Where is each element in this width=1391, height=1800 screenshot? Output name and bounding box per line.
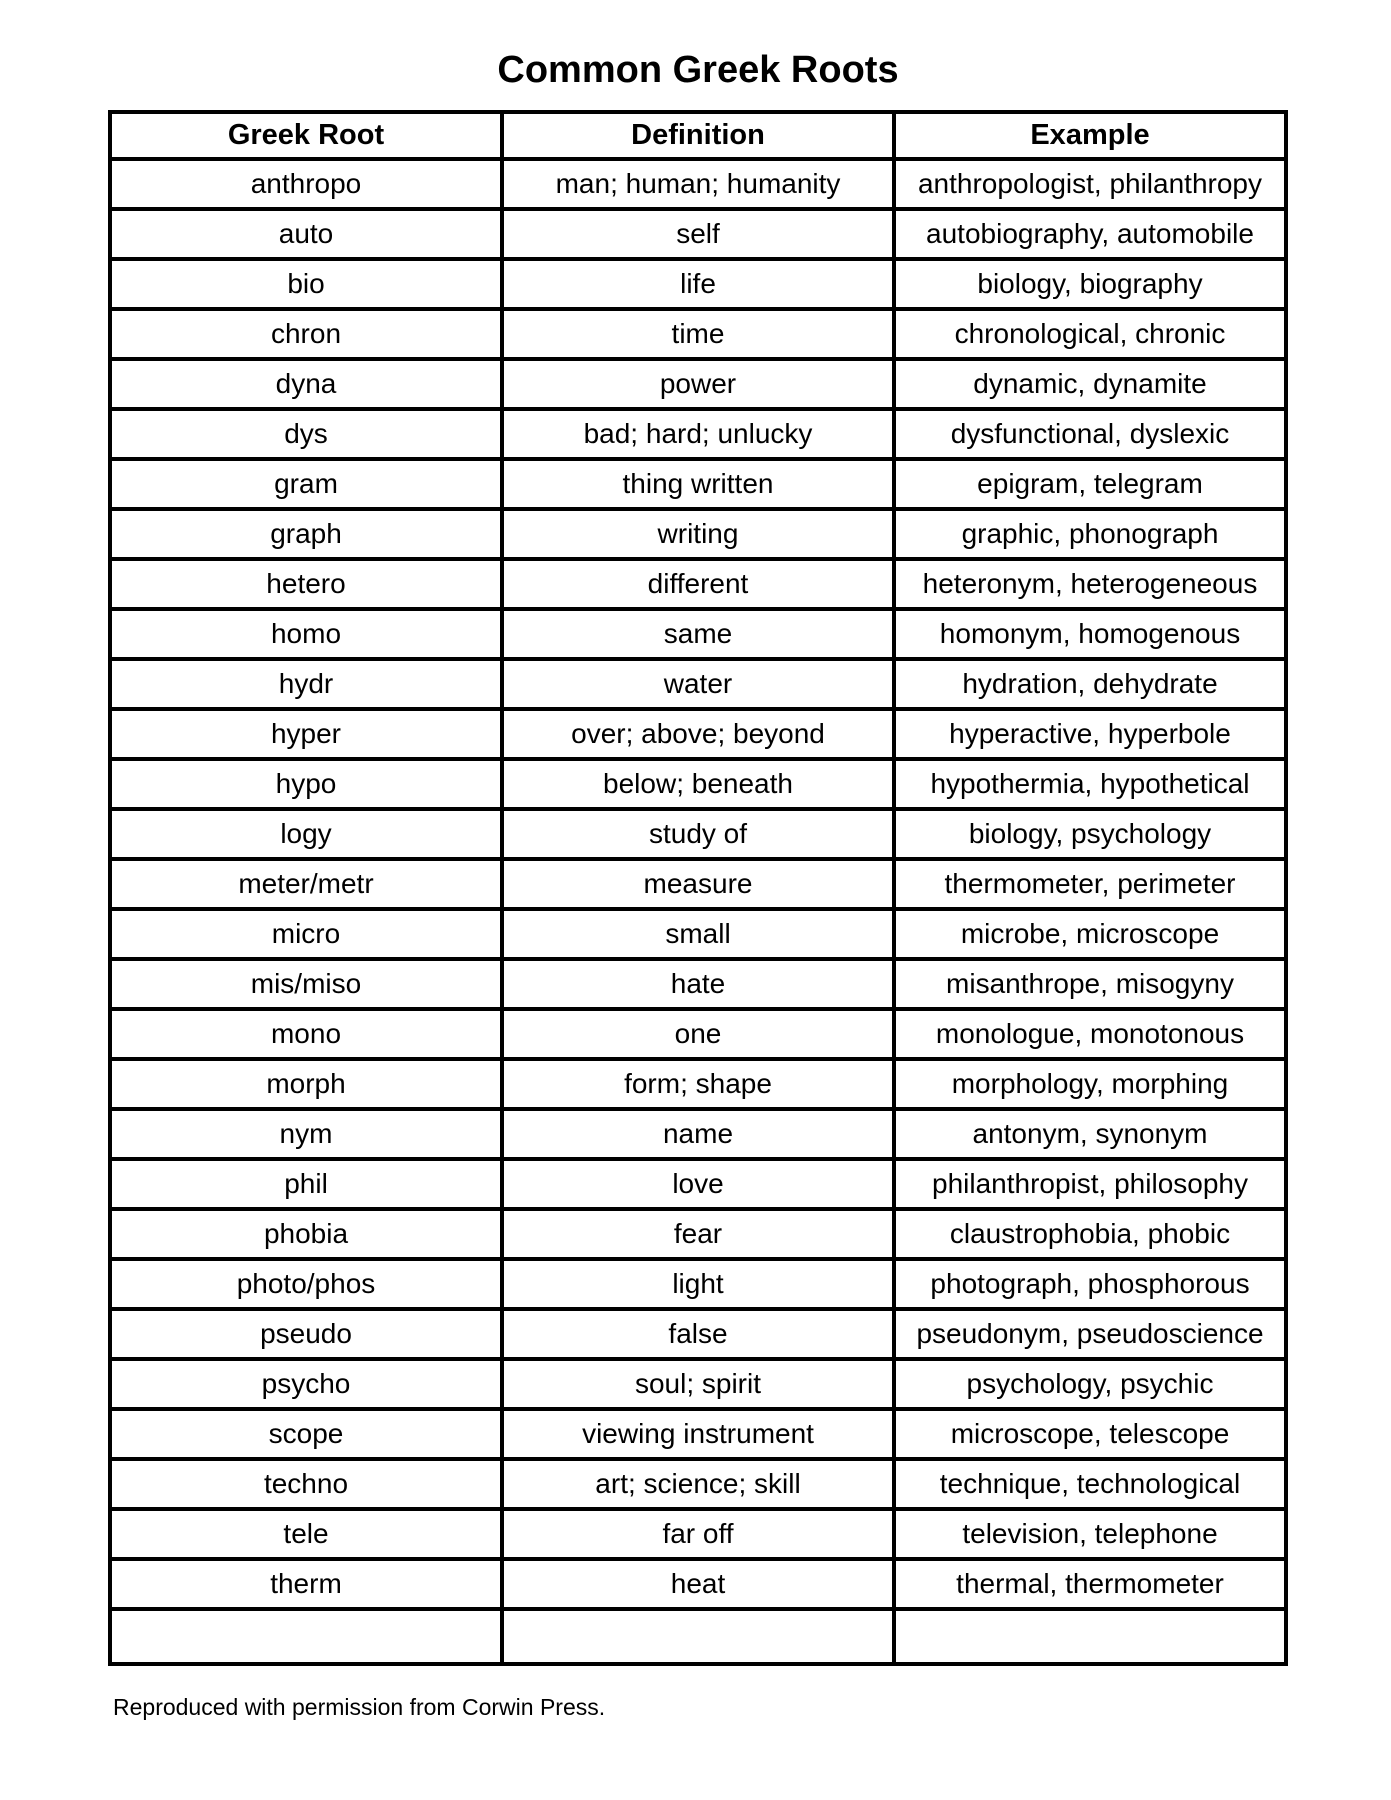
root-cell: phil xyxy=(110,1159,502,1209)
definition-cell: water xyxy=(502,659,894,709)
root-cell: bio xyxy=(110,259,502,309)
table-row xyxy=(110,459,1286,509)
root-cell: auto xyxy=(110,209,502,259)
definition-cell: over; above; beyond xyxy=(502,709,894,759)
example-cell: philanthropist, philosophy xyxy=(894,1159,1286,1209)
example-cell: chronological, chronic xyxy=(894,309,1286,359)
table-row xyxy=(110,1109,1286,1159)
example-cell: misanthrope, misogyny xyxy=(894,959,1286,1009)
definition-cell: one xyxy=(502,1009,894,1059)
table-row xyxy=(110,1359,1286,1409)
root-cell: logy xyxy=(110,809,502,859)
example-cell: hyperactive, hyperbole xyxy=(894,709,1286,759)
definition-cell: time xyxy=(502,309,894,359)
definition-cell: heat xyxy=(502,1559,894,1609)
example-cell: hydration, dehydrate xyxy=(894,659,1286,709)
root-cell: hyper xyxy=(110,709,502,759)
root-cell: chron xyxy=(110,309,502,359)
definition-cell: small xyxy=(502,909,894,959)
definition-cell: false xyxy=(502,1309,894,1359)
example-cell: epigram, telegram xyxy=(894,459,1286,509)
root-cell: techno xyxy=(110,1459,502,1509)
definition-cell: far off xyxy=(502,1509,894,1559)
root-cell: anthropo xyxy=(110,159,502,209)
example-cell: photograph, phosphorous xyxy=(894,1259,1286,1309)
example-cell: thermometer, perimeter xyxy=(894,859,1286,909)
definition-cell: power xyxy=(502,359,894,409)
empty-row xyxy=(110,1609,1286,1664)
table-row xyxy=(110,909,1286,959)
table-row xyxy=(110,759,1286,809)
root-cell: mono xyxy=(110,1009,502,1059)
table-row xyxy=(110,509,1286,559)
example-cell: thermal, thermometer xyxy=(894,1559,1286,1609)
table-row xyxy=(110,1509,1286,1559)
definition-cell: thing written xyxy=(502,459,894,509)
table-body xyxy=(110,159,1286,1609)
root-cell: phobia xyxy=(110,1209,502,1259)
root-cell: tele xyxy=(110,1509,502,1559)
example-cell: pseudonym, pseudoscience xyxy=(894,1309,1286,1359)
table-row xyxy=(110,1009,1286,1059)
empty-definition-cell xyxy=(502,1609,894,1664)
empty-example-cell xyxy=(894,1609,1286,1664)
example-cell: homonym, homogenous xyxy=(894,609,1286,659)
example-cell: hypothermia, hypothetical xyxy=(894,759,1286,809)
example-cell: dynamic, dynamite xyxy=(894,359,1286,409)
footer-note: Reproduced with permission from Corwin Press. xyxy=(113,1694,606,1720)
table-row xyxy=(110,1409,1286,1459)
table-row xyxy=(110,609,1286,659)
root-cell: graph xyxy=(110,509,502,559)
header-example: Example xyxy=(894,112,1286,159)
table-row xyxy=(110,709,1286,759)
root-cell: hypo xyxy=(110,759,502,809)
root-cell: nym xyxy=(110,1109,502,1159)
definition-cell: man; human; humanity xyxy=(502,159,894,209)
example-cell: morphology, morphing xyxy=(894,1059,1286,1109)
root-cell: psycho xyxy=(110,1359,502,1409)
table-row xyxy=(110,659,1286,709)
root-cell: pseudo xyxy=(110,1309,502,1359)
root-cell: scope xyxy=(110,1409,502,1459)
definition-cell: measure xyxy=(502,859,894,909)
definition-cell: viewing instrument xyxy=(502,1409,894,1459)
table-row xyxy=(110,1459,1286,1509)
root-cell: morph xyxy=(110,1059,502,1109)
example-cell: microscope, telescope xyxy=(894,1409,1286,1459)
table-row xyxy=(110,159,1286,209)
root-cell: therm xyxy=(110,1559,502,1609)
definition-cell: self xyxy=(502,209,894,259)
table-row xyxy=(110,1259,1286,1309)
example-cell: biology, psychology xyxy=(894,809,1286,859)
root-cell: dyna xyxy=(110,359,502,409)
table-row xyxy=(110,359,1286,409)
root-cell: homo xyxy=(110,609,502,659)
example-cell: technique, technological xyxy=(894,1459,1286,1509)
definition-cell: below; beneath xyxy=(502,759,894,809)
header-row xyxy=(110,112,1286,159)
root-cell: gram xyxy=(110,459,502,509)
table-row xyxy=(110,559,1286,609)
table-foot xyxy=(110,1609,1286,1664)
root-cell: photo/phos xyxy=(110,1259,502,1309)
greek-roots-table xyxy=(108,110,1288,1666)
definition-cell: light xyxy=(502,1259,894,1309)
definition-cell: hate xyxy=(502,959,894,1009)
root-cell: micro xyxy=(110,909,502,959)
definition-cell: life xyxy=(502,259,894,309)
root-cell: mis/miso xyxy=(110,959,502,1009)
definition-cell: different xyxy=(502,559,894,609)
example-cell: claustrophobia, phobic xyxy=(894,1209,1286,1259)
example-cell: antonym, synonym xyxy=(894,1109,1286,1159)
definition-cell: love xyxy=(502,1159,894,1209)
example-cell: anthropologist, philanthropy xyxy=(894,159,1286,209)
definition-cell: art; science; skill xyxy=(502,1459,894,1509)
definition-cell: writing xyxy=(502,509,894,559)
root-cell: meter/metr xyxy=(110,859,502,909)
definition-cell: fear xyxy=(502,1209,894,1259)
root-cell: hetero xyxy=(110,559,502,609)
table-row xyxy=(110,209,1286,259)
root-cell: dys xyxy=(110,409,502,459)
table-row xyxy=(110,1209,1286,1259)
definition-cell: study of xyxy=(502,809,894,859)
root-cell: hydr xyxy=(110,659,502,709)
example-cell: television, telephone xyxy=(894,1509,1286,1559)
table-row xyxy=(110,309,1286,359)
definition-cell: name xyxy=(502,1109,894,1159)
example-cell: dysfunctional, dyslexic xyxy=(894,409,1286,459)
table-header xyxy=(110,112,1286,159)
example-cell: graphic, phonograph xyxy=(894,509,1286,559)
definition-cell: same xyxy=(502,609,894,659)
table-row xyxy=(110,1159,1286,1209)
table-row xyxy=(110,809,1286,859)
table-row xyxy=(110,1059,1286,1109)
table-row xyxy=(110,409,1286,459)
table-row xyxy=(110,1309,1286,1359)
table-row xyxy=(110,859,1286,909)
example-cell: biology, biography xyxy=(894,259,1286,309)
table-row xyxy=(110,1559,1286,1609)
example-cell: autobiography, automobile xyxy=(894,209,1286,259)
example-cell: heteronym, heterogeneous xyxy=(894,559,1286,609)
example-cell: psychology, psychic xyxy=(894,1359,1286,1409)
header-definition: Definition xyxy=(502,112,894,159)
example-cell: microbe, microscope xyxy=(894,909,1286,959)
table-row xyxy=(110,959,1286,1009)
empty-root-cell xyxy=(110,1609,502,1664)
definition-cell: bad; hard; unlucky xyxy=(502,409,894,459)
table-row xyxy=(110,259,1286,309)
page-title: Common Greek Roots xyxy=(497,49,899,91)
header-greek-root: Greek Root xyxy=(110,112,502,159)
definition-cell: soul; spirit xyxy=(502,1359,894,1409)
example-cell: monologue, monotonous xyxy=(894,1009,1286,1059)
definition-cell: form; shape xyxy=(502,1059,894,1109)
